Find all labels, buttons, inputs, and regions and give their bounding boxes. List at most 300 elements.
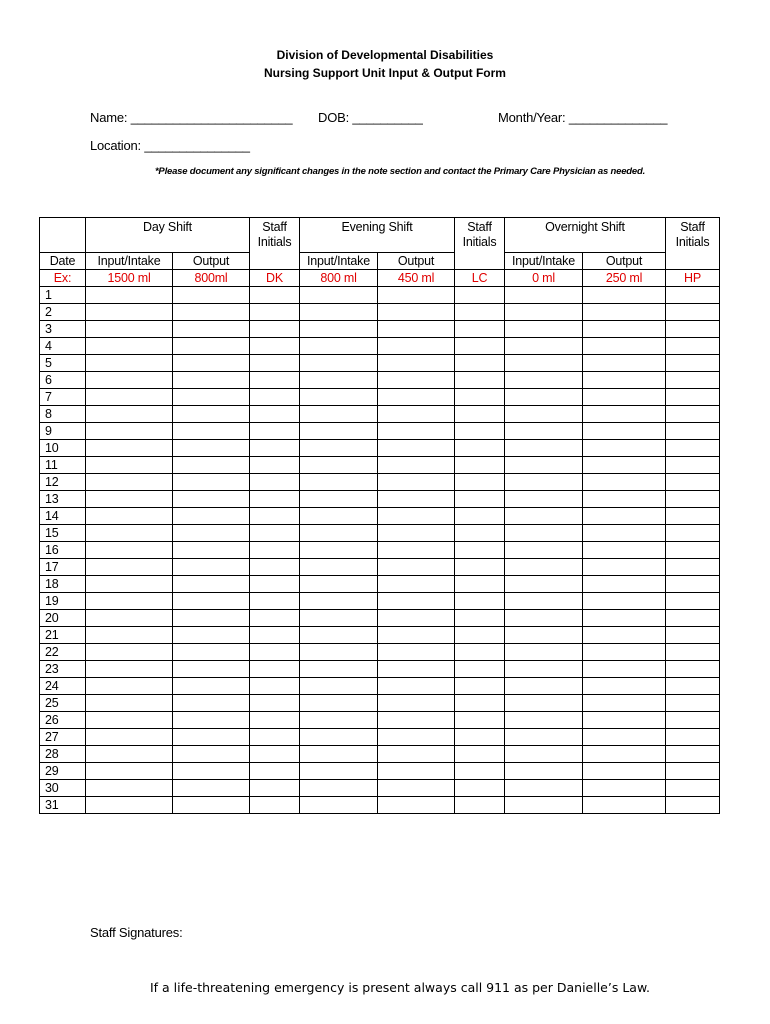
day-staff-cell[interactable] — [250, 474, 300, 491]
overnight-staff-cell[interactable] — [666, 559, 720, 576]
day-staff-cell[interactable] — [250, 576, 300, 593]
evening-input-cell[interactable] — [300, 321, 378, 338]
overnight-output-cell[interactable] — [583, 678, 666, 695]
evening-output-cell[interactable] — [378, 355, 455, 372]
overnight-staff-cell[interactable] — [666, 593, 720, 610]
evening-staff-cell[interactable] — [455, 321, 505, 338]
overnight-output-cell[interactable] — [583, 542, 666, 559]
evening-output-cell[interactable] — [378, 627, 455, 644]
evening-staff-cell[interactable] — [455, 372, 505, 389]
overnight-output-cell[interactable] — [583, 661, 666, 678]
evening-input-cell[interactable] — [300, 440, 378, 457]
day-input-cell[interactable] — [86, 287, 173, 304]
overnight-output-cell[interactable] — [583, 729, 666, 746]
day-output-cell[interactable] — [173, 372, 250, 389]
overnight-input-cell[interactable] — [505, 406, 583, 423]
overnight-output-cell[interactable] — [583, 559, 666, 576]
evening-output-cell[interactable] — [378, 746, 455, 763]
overnight-staff-cell[interactable] — [666, 661, 720, 678]
overnight-input-cell[interactable] — [505, 491, 583, 508]
overnight-input-cell[interactable] — [505, 593, 583, 610]
day-output-cell[interactable] — [173, 423, 250, 440]
day-staff-cell[interactable] — [250, 355, 300, 372]
evening-output-cell[interactable] — [378, 457, 455, 474]
overnight-output-cell[interactable] — [583, 695, 666, 712]
day-input-cell[interactable] — [86, 678, 173, 695]
day-input-cell[interactable] — [86, 746, 173, 763]
overnight-input-cell[interactable] — [505, 321, 583, 338]
evening-input-cell[interactable] — [300, 423, 378, 440]
evening-staff-cell[interactable] — [455, 797, 505, 814]
overnight-input-cell[interactable] — [505, 678, 583, 695]
day-output-cell[interactable] — [173, 525, 250, 542]
evening-input-cell[interactable] — [300, 491, 378, 508]
overnight-input-cell[interactable] — [505, 746, 583, 763]
evening-output-cell[interactable] — [378, 542, 455, 559]
evening-input-cell[interactable] — [300, 746, 378, 763]
example-day-input: 1500 ml — [86, 270, 173, 287]
evening-input-cell[interactable] — [300, 372, 378, 389]
evening-input-cell[interactable] — [300, 627, 378, 644]
day-output-cell[interactable] — [173, 678, 250, 695]
overnight-input-cell[interactable] — [505, 525, 583, 542]
day-staff-cell[interactable] — [250, 695, 300, 712]
overnight-staff-cell[interactable] — [666, 406, 720, 423]
evening-input-cell[interactable] — [300, 576, 378, 593]
evening-staff-cell[interactable] — [455, 746, 505, 763]
day-input-cell[interactable] — [86, 406, 173, 423]
example-evening-input: 800 ml — [300, 270, 378, 287]
overnight-input-cell[interactable] — [505, 474, 583, 491]
day-staff-cell[interactable] — [250, 525, 300, 542]
overnight-input-cell[interactable] — [505, 372, 583, 389]
overnight-output-cell[interactable] — [583, 576, 666, 593]
evening-output-cell[interactable] — [378, 406, 455, 423]
overnight-output-cell[interactable] — [583, 372, 666, 389]
overnight-output-cell[interactable] — [583, 338, 666, 355]
day-staff-cell[interactable] — [250, 712, 300, 729]
day-input-cell[interactable] — [86, 593, 173, 610]
day-staff-cell[interactable] — [250, 729, 300, 746]
overnight-output-cell[interactable] — [583, 321, 666, 338]
month-year-field[interactable]: Month/Year: ______________ — [498, 110, 668, 125]
day-input-cell[interactable] — [86, 491, 173, 508]
overnight-staff-cell[interactable] — [666, 423, 720, 440]
evening-output-cell[interactable] — [378, 372, 455, 389]
day-number: 1 — [40, 287, 86, 304]
overnight-staff-cell[interactable] — [666, 678, 720, 695]
evening-input-cell[interactable] — [300, 593, 378, 610]
evening-staff-cell[interactable] — [455, 287, 505, 304]
day-output-cell[interactable] — [173, 559, 250, 576]
overnight-input-cell[interactable] — [505, 542, 583, 559]
overnight-input-cell[interactable] — [505, 661, 583, 678]
evening-output-cell[interactable] — [378, 695, 455, 712]
day-output-cell[interactable] — [173, 542, 250, 559]
overnight-output-cell[interactable] — [583, 440, 666, 457]
day-staff-cell[interactable] — [250, 746, 300, 763]
overnight-staff-cell[interactable] — [666, 508, 720, 525]
day-input-cell[interactable] — [86, 474, 173, 491]
evening-staff-cell[interactable] — [455, 542, 505, 559]
evening-input-cell[interactable] — [300, 287, 378, 304]
overnight-input-cell[interactable] — [505, 644, 583, 661]
evening-input-cell[interactable] — [300, 797, 378, 814]
evening-staff-cell[interactable] — [455, 610, 505, 627]
evening-staff-cell[interactable] — [455, 389, 505, 406]
day-output-cell[interactable] — [173, 610, 250, 627]
overnight-staff-cell[interactable] — [666, 729, 720, 746]
evening-input-cell[interactable] — [300, 644, 378, 661]
day-output-cell[interactable] — [173, 797, 250, 814]
overnight-staff-cell[interactable] — [666, 712, 720, 729]
day-input-cell[interactable] — [86, 355, 173, 372]
day-input-cell[interactable] — [86, 372, 173, 389]
overnight-output-cell[interactable] — [583, 287, 666, 304]
day-input-cell[interactable] — [86, 763, 173, 780]
overnight-staff-cell[interactable] — [666, 304, 720, 321]
evening-staff-cell[interactable] — [455, 525, 505, 542]
evening-input-cell[interactable] — [300, 338, 378, 355]
day-output-cell[interactable] — [173, 287, 250, 304]
day-staff-cell[interactable] — [250, 372, 300, 389]
evening-input-cell[interactable] — [300, 304, 378, 321]
evening-output-cell[interactable] — [378, 389, 455, 406]
evening-input-cell[interactable] — [300, 355, 378, 372]
overnight-staff-cell[interactable] — [666, 797, 720, 814]
overnight-output-cell[interactable] — [583, 389, 666, 406]
evening-output-cell[interactable] — [378, 491, 455, 508]
overnight-output-cell[interactable] — [583, 508, 666, 525]
initials-label: Initials — [257, 235, 292, 249]
overnight-output-cell[interactable] — [583, 491, 666, 508]
overnight-input-cell[interactable] — [505, 457, 583, 474]
intake-output-table — [39, 217, 720, 814]
evening-input-cell[interactable] — [300, 610, 378, 627]
overnight-output-cell[interactable] — [583, 406, 666, 423]
overnight-input-cell[interactable] — [505, 780, 583, 797]
evening-output-cell[interactable] — [378, 797, 455, 814]
overnight-output-cell[interactable] — [583, 763, 666, 780]
day-staff-cell[interactable] — [250, 423, 300, 440]
overnight-staff-cell[interactable] — [666, 338, 720, 355]
overnight-staff-cell[interactable] — [666, 321, 720, 338]
evening-staff-cell[interactable] — [455, 457, 505, 474]
evening-output-cell[interactable] — [378, 661, 455, 678]
evening-input-cell[interactable] — [300, 525, 378, 542]
evening-input-cell[interactable] — [300, 457, 378, 474]
evening-output-cell[interactable] — [378, 559, 455, 576]
evening-input-cell[interactable] — [300, 695, 378, 712]
day-staff-cell[interactable] — [250, 780, 300, 797]
overnight-staff-cell[interactable] — [666, 763, 720, 780]
day-output-cell[interactable] — [173, 406, 250, 423]
evening-staff-cell[interactable] — [455, 355, 505, 372]
day-output-cell[interactable] — [173, 338, 250, 355]
day-output-cell[interactable] — [173, 661, 250, 678]
evening-output-cell[interactable] — [378, 423, 455, 440]
day-staff-cell[interactable] — [250, 508, 300, 525]
evening-staff-cell[interactable] — [455, 695, 505, 712]
overnight-input-cell[interactable] — [505, 797, 583, 814]
overnight-output-cell[interactable] — [583, 797, 666, 814]
evening-input-cell[interactable] — [300, 542, 378, 559]
evening-output-cell[interactable] — [378, 576, 455, 593]
day-output-cell[interactable] — [173, 627, 250, 644]
evening-output-cell[interactable] — [378, 474, 455, 491]
evening-staff-cell[interactable] — [455, 338, 505, 355]
day-input-cell[interactable] — [86, 440, 173, 457]
day-staff-cell[interactable] — [250, 406, 300, 423]
evening-output-cell[interactable] — [378, 338, 455, 355]
overnight-output-cell[interactable] — [583, 457, 666, 474]
evening-staff-cell[interactable] — [455, 576, 505, 593]
day-input-cell[interactable] — [86, 559, 173, 576]
overnight-staff-cell[interactable] — [666, 491, 720, 508]
evening-staff-cell[interactable] — [455, 729, 505, 746]
day-staff-cell[interactable] — [250, 440, 300, 457]
day-input-cell[interactable] — [86, 542, 173, 559]
overnight-input-cell[interactable] — [505, 440, 583, 457]
evening-output-cell[interactable] — [378, 593, 455, 610]
day-output-cell[interactable] — [173, 355, 250, 372]
overnight-input-cell[interactable] — [505, 559, 583, 576]
evening-output-cell[interactable] — [378, 610, 455, 627]
overnight-output-cell[interactable] — [583, 355, 666, 372]
evening-staff-cell[interactable] — [455, 406, 505, 423]
day-input-cell[interactable] — [86, 780, 173, 797]
dob-field[interactable]: DOB: __________ — [318, 110, 423, 125]
day-staff-cell[interactable] — [250, 304, 300, 321]
evening-input-cell[interactable] — [300, 559, 378, 576]
evening-output-cell[interactable] — [378, 678, 455, 695]
overnight-input-cell[interactable] — [505, 627, 583, 644]
overnight-output-cell[interactable] — [583, 593, 666, 610]
overnight-staff-cell[interactable] — [666, 780, 720, 797]
table-row — [40, 797, 720, 814]
day-input-cell[interactable] — [86, 610, 173, 627]
evening-input-cell[interactable] — [300, 389, 378, 406]
evening-input-cell[interactable] — [300, 729, 378, 746]
day-input-cell[interactable] — [86, 712, 173, 729]
day-number: 7 — [40, 389, 86, 406]
day-input-cell[interactable] — [86, 457, 173, 474]
day-output-cell[interactable] — [173, 712, 250, 729]
evening-output-cell[interactable] — [378, 525, 455, 542]
day-staff-cell[interactable] — [250, 338, 300, 355]
evening-output-cell[interactable] — [378, 321, 455, 338]
evening-staff-cell[interactable] — [455, 304, 505, 321]
overnight-staff-cell[interactable] — [666, 542, 720, 559]
overnight-staff-cell[interactable] — [666, 610, 720, 627]
day-output-cell[interactable] — [173, 746, 250, 763]
overnight-staff-cell[interactable] — [666, 389, 720, 406]
evening-output-cell[interactable] — [378, 508, 455, 525]
day-staff-cell[interactable] — [250, 491, 300, 508]
day-input-cell[interactable] — [86, 304, 173, 321]
evening-staff-cell[interactable] — [455, 661, 505, 678]
day-output-cell[interactable] — [173, 389, 250, 406]
day-output-cell[interactable] — [173, 474, 250, 491]
overnight-output-cell[interactable] — [583, 474, 666, 491]
evening-staff-cell[interactable] — [455, 440, 505, 457]
evening-input-cell[interactable] — [300, 780, 378, 797]
overnight-output-cell[interactable] — [583, 610, 666, 627]
evening-input-cell[interactable] — [300, 661, 378, 678]
evening-output-cell[interactable] — [378, 440, 455, 457]
overnight-input-cell[interactable] — [505, 729, 583, 746]
evening-staff-cell[interactable] — [455, 678, 505, 695]
overnight-output-cell[interactable] — [583, 644, 666, 661]
day-staff-cell[interactable] — [250, 610, 300, 627]
day-input-cell[interactable] — [86, 321, 173, 338]
overnight-staff-cell[interactable] — [666, 372, 720, 389]
day-input-cell[interactable] — [86, 797, 173, 814]
evening-input-header: Input/Intake — [300, 253, 378, 270]
day-output-cell[interactable] — [173, 457, 250, 474]
evening-staff-cell[interactable] — [455, 559, 505, 576]
evening-staff-cell[interactable] — [455, 780, 505, 797]
evening-input-cell[interactable] — [300, 678, 378, 695]
day-staff-cell[interactable] — [250, 389, 300, 406]
day-input-cell[interactable] — [86, 644, 173, 661]
day-staff-cell[interactable] — [250, 644, 300, 661]
evening-staff-cell[interactable] — [455, 593, 505, 610]
day-number: 22 — [40, 644, 86, 661]
day-output-cell[interactable] — [173, 508, 250, 525]
day-staff-cell[interactable] — [250, 287, 300, 304]
overnight-output-cell[interactable] — [583, 525, 666, 542]
overnight-output-cell[interactable] — [583, 712, 666, 729]
evening-output-cell[interactable] — [378, 763, 455, 780]
day-staff-cell[interactable] — [250, 593, 300, 610]
day-staff-cell[interactable] — [250, 627, 300, 644]
day-staff-cell[interactable] — [250, 542, 300, 559]
evening-output-cell[interactable] — [378, 644, 455, 661]
overnight-staff-cell[interactable] — [666, 474, 720, 491]
day-input-cell[interactable] — [86, 661, 173, 678]
day-output-cell[interactable] — [173, 440, 250, 457]
day-staff-cell[interactable] — [250, 678, 300, 695]
day-output-cell[interactable] — [173, 729, 250, 746]
overnight-input-cell[interactable] — [505, 576, 583, 593]
evening-staff-cell[interactable] — [455, 508, 505, 525]
evening-staff-cell[interactable] — [455, 763, 505, 780]
overnight-staff-cell[interactable] — [666, 627, 720, 644]
day-input-cell[interactable] — [86, 389, 173, 406]
day-output-cell[interactable] — [173, 321, 250, 338]
day-output-cell[interactable] — [173, 695, 250, 712]
evening-input-cell[interactable] — [300, 712, 378, 729]
day-input-cell[interactable] — [86, 576, 173, 593]
overnight-input-cell[interactable] — [505, 304, 583, 321]
overnight-input-cell[interactable] — [505, 610, 583, 627]
day-input-cell[interactable] — [86, 729, 173, 746]
overnight-input-cell[interactable] — [505, 287, 583, 304]
evening-staff-cell[interactable] — [455, 474, 505, 491]
evening-staff-cell[interactable] — [455, 491, 505, 508]
evening-staff-cell[interactable] — [455, 712, 505, 729]
day-input-cell[interactable] — [86, 338, 173, 355]
overnight-staff-cell[interactable] — [666, 576, 720, 593]
day-output-cell[interactable] — [173, 304, 250, 321]
day-staff-cell[interactable] — [250, 661, 300, 678]
table-row — [40, 712, 720, 729]
overnight-staff-cell[interactable] — [666, 287, 720, 304]
overnight-input-cell[interactable] — [505, 338, 583, 355]
overnight-input-cell[interactable] — [505, 389, 583, 406]
name-field[interactable]: Name: _______________________ — [90, 110, 293, 125]
day-staff-cell[interactable] — [250, 797, 300, 814]
day-staff-cell[interactable] — [250, 559, 300, 576]
overnight-output-cell[interactable] — [583, 627, 666, 644]
overnight-staff-cell[interactable] — [666, 355, 720, 372]
table-row — [40, 287, 720, 304]
day-output-cell[interactable] — [173, 780, 250, 797]
evening-staff-cell[interactable] — [455, 423, 505, 440]
location-field[interactable]: Location: _______________ — [90, 138, 250, 153]
evening-input-cell[interactable] — [300, 508, 378, 525]
evening-staff-cell[interactable] — [455, 627, 505, 644]
day-output-cell[interactable] — [173, 644, 250, 661]
day-input-cell[interactable] — [86, 627, 173, 644]
overnight-staff-cell[interactable] — [666, 457, 720, 474]
overnight-output-cell[interactable] — [583, 423, 666, 440]
day-input-cell[interactable] — [86, 423, 173, 440]
day-output-cell[interactable] — [173, 491, 250, 508]
overnight-output-cell[interactable] — [583, 304, 666, 321]
evening-output-cell[interactable] — [378, 712, 455, 729]
overnight-output-cell[interactable] — [583, 746, 666, 763]
day-input-cell[interactable] — [86, 508, 173, 525]
evening-output-header: Output — [378, 253, 455, 270]
day-input-cell[interactable] — [86, 695, 173, 712]
overnight-input-cell[interactable] — [505, 712, 583, 729]
day-staff-cell[interactable] — [250, 763, 300, 780]
evening-output-cell[interactable] — [378, 780, 455, 797]
day-number: 9 — [40, 423, 86, 440]
evening-staff-cell[interactable] — [455, 644, 505, 661]
overnight-output-cell[interactable] — [583, 780, 666, 797]
evening-input-cell[interactable] — [300, 474, 378, 491]
evening-input-cell[interactable] — [300, 763, 378, 780]
day-output-cell[interactable] — [173, 593, 250, 610]
example-evening-staff: LC — [455, 270, 505, 287]
day-staff-cell[interactable] — [250, 321, 300, 338]
overnight-input-cell[interactable] — [505, 508, 583, 525]
overnight-staff-cell[interactable] — [666, 644, 720, 661]
day-number: 6 — [40, 372, 86, 389]
day-output-cell[interactable] — [173, 763, 250, 780]
overnight-staff-cell[interactable] — [666, 746, 720, 763]
overnight-input-cell[interactable] — [505, 763, 583, 780]
evening-output-cell[interactable] — [378, 304, 455, 321]
evening-output-cell[interactable] — [378, 287, 455, 304]
overnight-input-cell[interactable] — [505, 423, 583, 440]
overnight-staff-cell[interactable] — [666, 695, 720, 712]
overnight-input-cell[interactable] — [505, 355, 583, 372]
day-number: 30 — [40, 780, 86, 797]
day-staff-cell[interactable] — [250, 457, 300, 474]
day-output-cell[interactable] — [173, 576, 250, 593]
example-overnight-output: 250 ml — [583, 270, 666, 287]
overnight-staff-cell[interactable] — [666, 525, 720, 542]
overnight-input-cell[interactable] — [505, 695, 583, 712]
day-input-cell[interactable] — [86, 525, 173, 542]
evening-output-cell[interactable] — [378, 729, 455, 746]
evening-input-cell[interactable] — [300, 406, 378, 423]
overnight-staff-cell[interactable] — [666, 440, 720, 457]
